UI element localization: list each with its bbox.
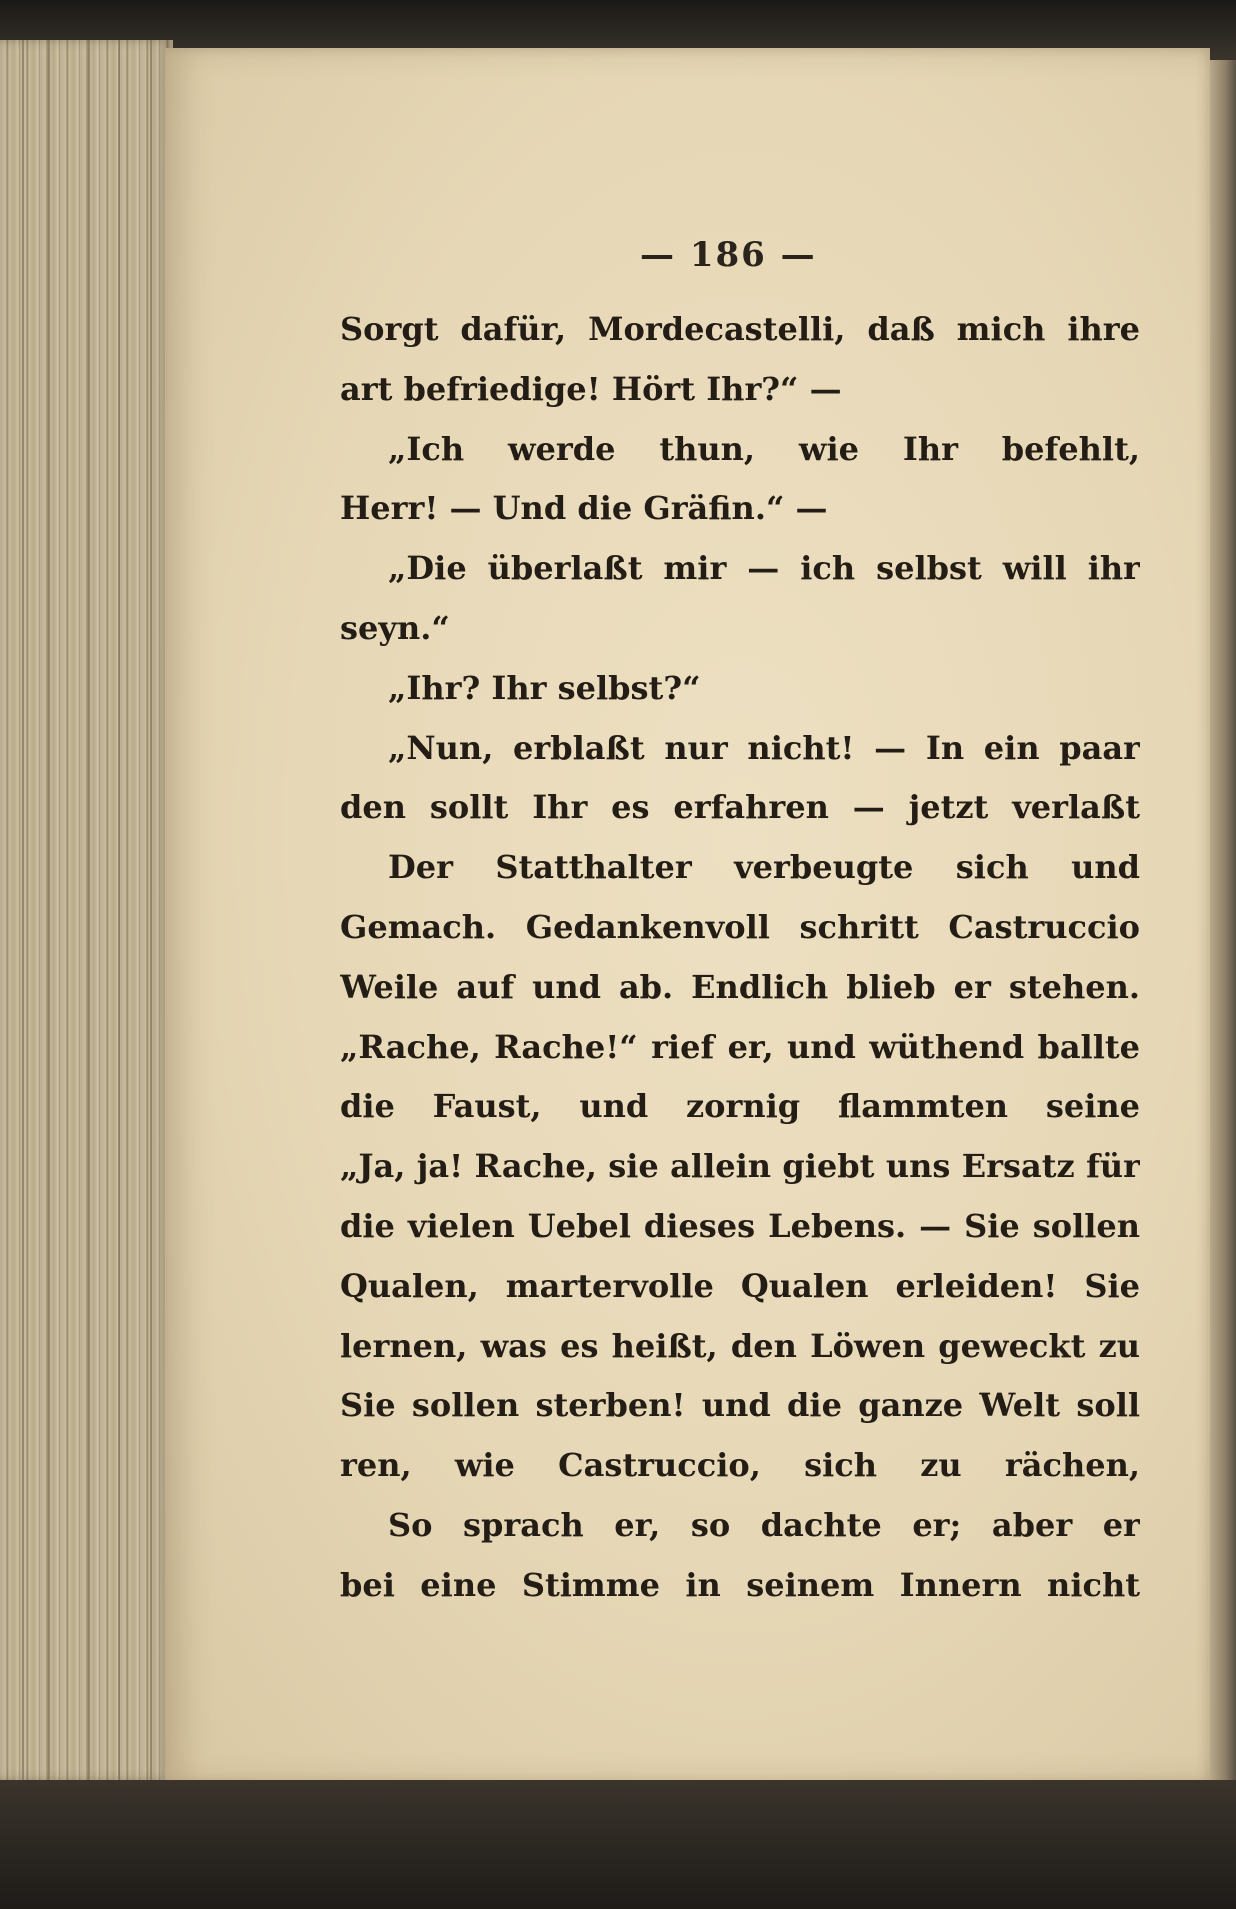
text-line: art befriedige! Hört Ihr?“ — <box>340 369 842 408</box>
page-edge-line <box>150 40 152 1780</box>
right-page-edge <box>1210 60 1236 1780</box>
page-number-header: — 186 — <box>640 235 817 275</box>
text-line: So sprach er, so dachte er; aber er <box>388 1505 1140 1544</box>
text-line: Herr! — Und die Gräfin.“ — <box>340 489 828 528</box>
text-line: „Ja, ja! Rache, sie allein giebt uns Ersatz für <box>340 1147 1140 1186</box>
text-line: „Die überlaßt mir — ich selbst will ihr <box>388 549 1140 588</box>
page-edge-line <box>22 40 24 1780</box>
text-line: seyn.“ <box>340 608 450 647</box>
text-line: Sorgt dafür, Mordecastelli, daß mich ihre <box>340 310 1140 348</box>
text-line: Gemach. Gedankenvoll schritt Castruccio <box>340 907 1140 946</box>
text-line: die vielen Uebel dieses Lebens. — Sie sollen <box>340 1206 1140 1245</box>
text-line: Sie sollen sterben! und die ganze Welt soll <box>340 1386 1140 1425</box>
body-text <box>340 300 1140 1616</box>
text-line: lernen, was es heißt, den Löwen geweckt zu <box>340 1326 1140 1365</box>
text-line: Der Statthalter verbeugte sich und <box>388 848 1140 887</box>
text-line: Qualen, martervolle Qualen erleiden! Sie <box>340 1266 1140 1305</box>
text-line: „Rache, Rache!“ rief er, und wüthend ballte <box>340 1027 1140 1066</box>
text-line: Weile auf und ab. Endlich blieb er stehen. <box>340 967 1140 1006</box>
text-line: den sollt Ihr es erfahren — jetzt verlaßt <box>340 788 1140 827</box>
page-edge-line <box>118 40 120 1780</box>
text-line: ren, wie Castruccio, sich zu rächen, <box>340 1446 1140 1485</box>
text-line: „Ich werde thun, wie Ihr befehlt, <box>388 429 1140 468</box>
text-line: die Faust, und zornig flammten seine <box>340 1087 1140 1126</box>
page-edge-line <box>88 40 90 1780</box>
text-line: „Nun, erblaßt nur nicht! — In ein paar <box>388 728 1140 767</box>
text-line: bei eine Stimme in seinem Innern nicht <box>340 1565 1140 1604</box>
page-edge-line <box>48 40 50 1780</box>
stacked-page-edges <box>0 40 173 1780</box>
bottom-background <box>0 1780 1236 1909</box>
text-line: „Ihr? Ihr selbst?“ <box>388 668 701 707</box>
